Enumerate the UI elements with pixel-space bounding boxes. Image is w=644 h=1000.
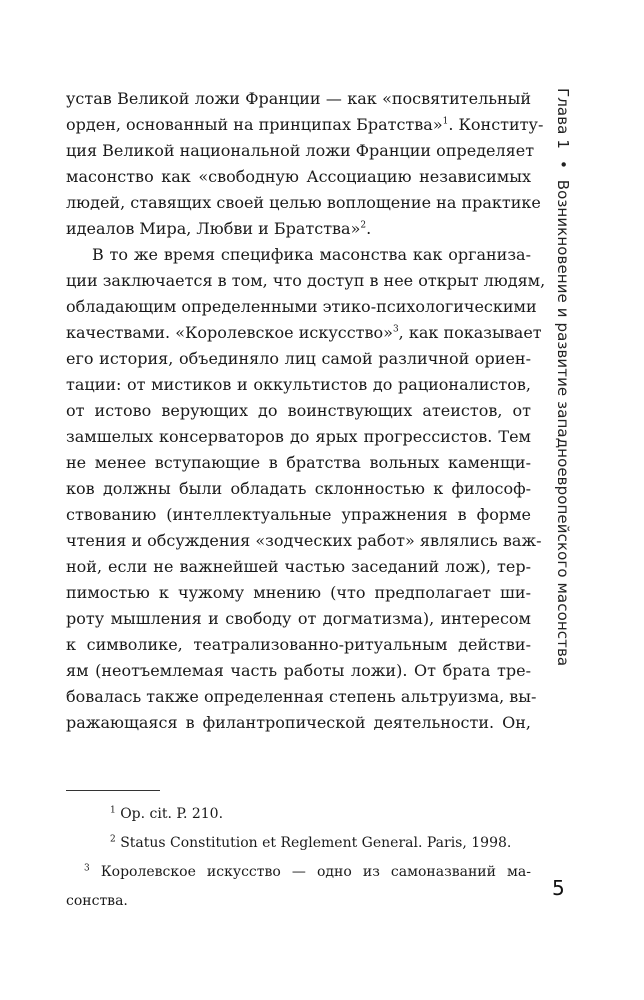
footnote-ref: 1 [442, 116, 449, 127]
footnotes [66, 800, 531, 916]
text-line: к символике, театрализованно-ритуальным действи- [66, 635, 531, 654]
text-line: ции заключается в том, что доступ в нее открыт людям, [66, 271, 546, 290]
text-line: идеалов Мира, Любви и Братства»$^2$. [66, 219, 372, 238]
text-line: роту мышления и свободу от догматизма), интересом [66, 609, 531, 628]
text-line: ствованию (интеллектуальные упражнения в форме [66, 505, 531, 524]
footnote-mark: 2 [110, 834, 116, 845]
paragraph-2 [66, 242, 546, 736]
footnote-3-continuation: сонства. [66, 893, 128, 909]
text-line: тации: от мистиков и оккультистов до рационалистов, [66, 375, 531, 394]
text-line: В то же время специфика масонства как организа- [92, 245, 531, 264]
text-line: масонство как «свободную Ассоциацию независимых [66, 167, 531, 186]
page-number: 5 [552, 876, 565, 900]
footnote-text: Королевское искусство — одно из самоназваний ма- [100, 864, 532, 880]
text-line: обладающим определенными этико-психологическими [66, 297, 537, 316]
text-line: замшелых консерваторов до ярых прогрессистов. Тем [66, 427, 531, 446]
footnote-text: Op. cit. P. 210. [120, 806, 224, 822]
bullet-separator: • [554, 159, 572, 169]
text-line: ям (неотъемлемая часть работы ложи). От брата тре- [66, 661, 531, 680]
running-head [548, 88, 572, 688]
text-line: пимостью к чужому мнению (что предполагает ши- [66, 583, 531, 602]
text-line: людей, ставящих своей целью воплощение на практике [66, 193, 541, 212]
text-line: не менее вступающие в братства вольных каменщи- [66, 453, 531, 472]
footnote-mark: 1 [110, 805, 116, 816]
main-text [66, 86, 546, 736]
text-line: его история, объединяло лиц самой различной ориен- [66, 349, 531, 368]
text-line: ной, если не важнейшей частью заседаний лож), тер- [66, 557, 531, 576]
text-line: орден, основанный на принципах Братства»$^1$. Конститу- [66, 115, 544, 134]
paragraph-1 [66, 86, 544, 242]
footnote-1 [66, 800, 531, 829]
footnote-rule [66, 790, 160, 791]
footnote-text: Status Constitution et Reglement General. Paris, 1998. [120, 835, 512, 851]
footnote-ref: 2 [360, 220, 367, 231]
text-line: ков должны были обладать склонностью к философ- [66, 479, 531, 498]
chapter-title: Возникновение и развитие западноевропейского масонства [554, 179, 572, 667]
text-line: ражающаяся в филантропической деятельности. Он, [66, 713, 531, 732]
footnote-mark: 3 [84, 863, 90, 874]
footnote-2 [66, 829, 531, 858]
footnote-3 [66, 858, 531, 887]
text-line: от истово верующих до воинствующих атеистов, от [66, 401, 531, 420]
footnote-ref: 3 [392, 324, 399, 335]
text-line: качествами. «Королевское искусство»$^3$, как показывает [66, 323, 542, 342]
text-line: ция Великой национальной ложи Франции определяет [66, 141, 535, 160]
text-line: чтения и обсуждения «зодческих работ» являлись важ- [66, 531, 542, 550]
text-line: бовалась также определенная степень альтруизма, вы- [66, 687, 537, 706]
text-line: устав Великой ложи Франции — как «посвятительный [66, 89, 531, 108]
chapter-label: Глава 1 [554, 88, 572, 149]
